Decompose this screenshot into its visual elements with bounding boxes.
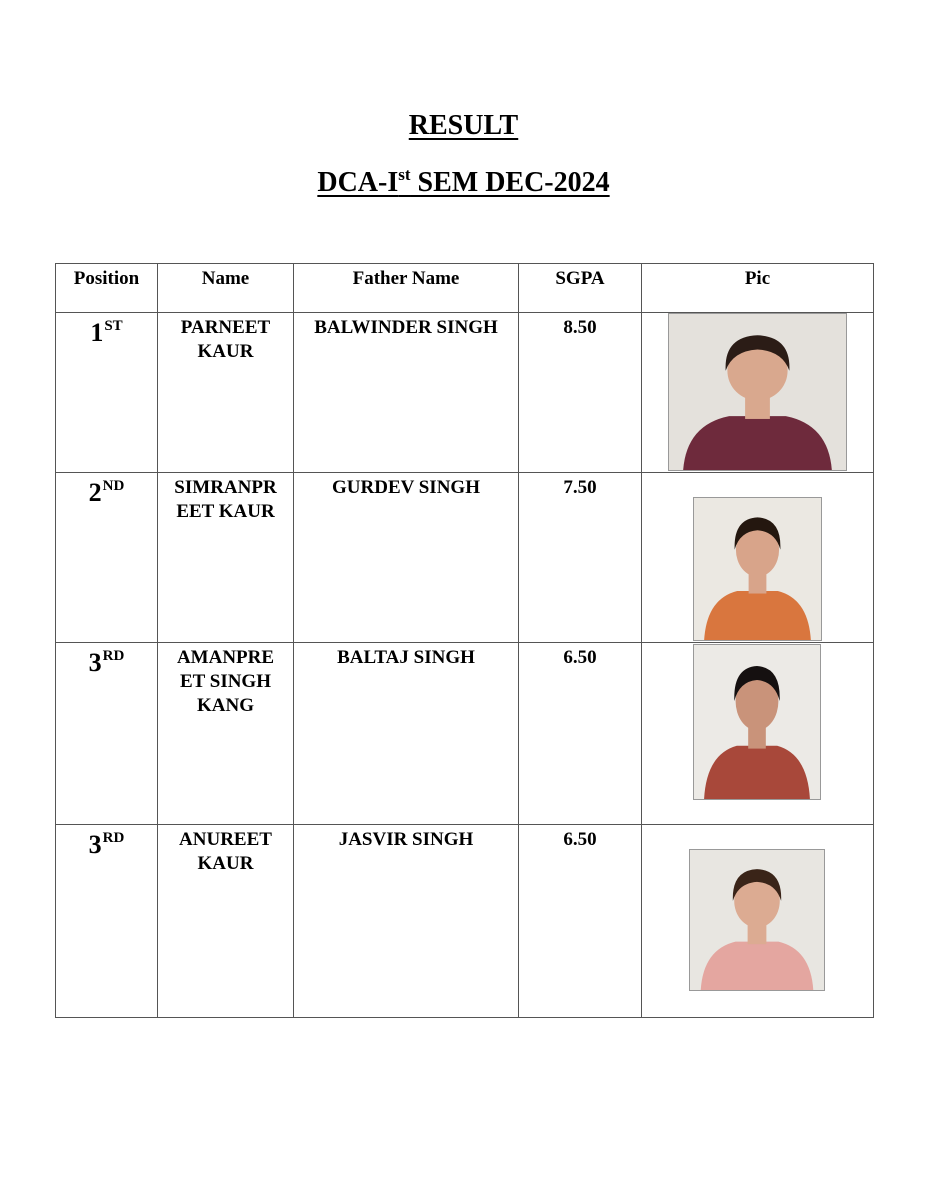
header-pic: Pic — [642, 264, 874, 313]
position-suffix: ND — [102, 478, 125, 494]
header-father-name: Father Name — [294, 264, 519, 313]
subtitle-suffix: SEM DEC-2024 — [410, 167, 610, 198]
father-name-cell: BALWINDER SINGH — [294, 313, 519, 473]
result-table — [55, 263, 874, 1018]
page-title: RESULT — [408, 110, 519, 141]
portrait-graphic — [690, 850, 824, 990]
name-cell — [158, 825, 294, 1018]
table-row — [56, 313, 874, 473]
name-line: ANUREET — [179, 829, 272, 850]
header-sgpa: SGPA — [519, 264, 642, 313]
table-row — [56, 643, 874, 825]
subtitle-prefix: DCA-I — [317, 167, 399, 198]
name-cell — [158, 313, 294, 473]
photo-woman-pink-top — [689, 849, 825, 991]
pic-cell — [642, 643, 874, 825]
table-header-row — [56, 264, 874, 313]
position-value — [89, 646, 125, 678]
position-cell — [56, 313, 158, 473]
sgpa-cell: 8.50 — [519, 313, 642, 473]
name-line: EET KAUR — [176, 501, 275, 522]
subtitle-superscript: st — [398, 165, 411, 184]
position-number: 1 — [90, 318, 104, 347]
sgpa-cell: 7.50 — [519, 473, 642, 643]
father-name-cell: GURDEV SINGH — [294, 473, 519, 643]
position-suffix: RD — [102, 830, 125, 846]
sgpa-cell: 6.50 — [519, 643, 642, 825]
father-name-cell: JASVIR SINGH — [294, 825, 519, 1018]
table-row — [56, 825, 874, 1018]
portrait-graphic — [694, 645, 820, 799]
position-suffix: ST — [104, 318, 123, 334]
pic-cell — [642, 825, 874, 1018]
name-cell — [158, 643, 294, 825]
position-value — [90, 316, 122, 348]
name-line: KAUR — [197, 341, 254, 362]
name-line: AMANPRE — [176, 647, 275, 668]
pic-cell — [642, 473, 874, 643]
header-position: Position — [56, 264, 158, 313]
position-cell — [56, 643, 158, 825]
position-value — [89, 476, 125, 508]
portrait-graphic — [694, 498, 821, 640]
photo-man-checked-shirt — [693, 644, 821, 800]
header-name: Name — [158, 264, 294, 313]
sgpa-cell: 6.50 — [519, 825, 642, 1018]
name-line: KANG — [197, 695, 254, 716]
name-line: KAUR — [197, 853, 254, 874]
position-value — [89, 828, 125, 860]
position-number: 2 — [88, 478, 102, 507]
father-name-cell: BALTAJ SINGH — [294, 643, 519, 825]
photo-woman-orange-dupatta — [693, 497, 822, 641]
position-cell — [56, 825, 158, 1018]
position-number: 3 — [88, 830, 102, 859]
table-row — [56, 473, 874, 643]
photo-woman-maroon-top — [668, 313, 847, 471]
pic-cell — [642, 313, 874, 473]
name-line: ET SINGH — [180, 671, 271, 692]
name-line: SIMRANPR — [174, 477, 277, 498]
name-line: PARNEET — [180, 317, 271, 338]
portrait-graphic — [669, 314, 846, 470]
page-subtitle — [0, 167, 927, 199]
position-cell — [56, 473, 158, 643]
name-cell — [158, 473, 294, 643]
position-number: 3 — [88, 648, 102, 677]
position-suffix: RD — [102, 648, 125, 664]
